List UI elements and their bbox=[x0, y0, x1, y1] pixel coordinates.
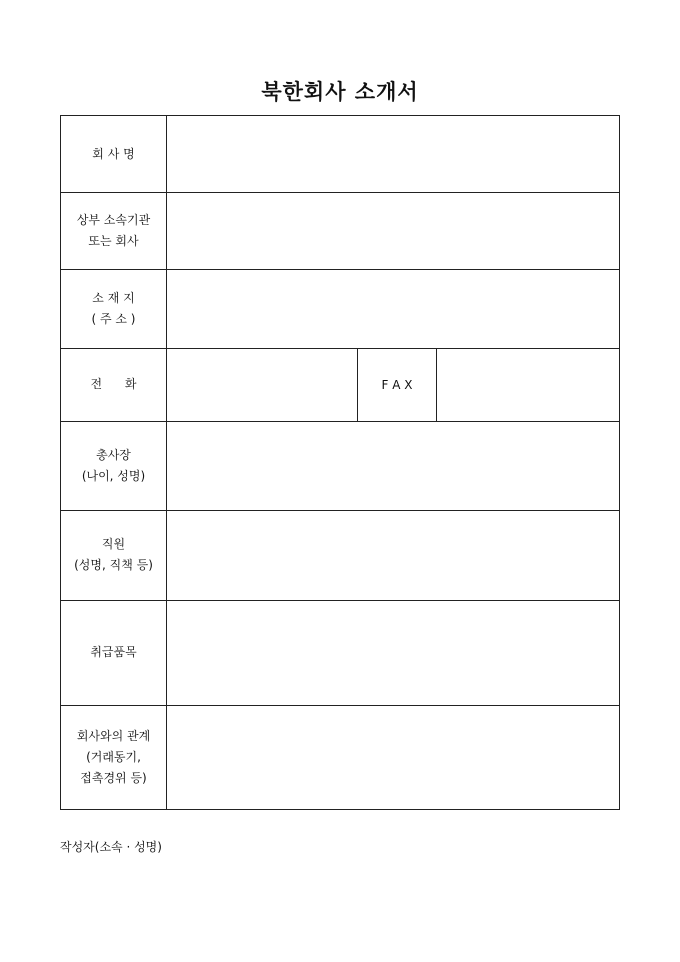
staff-label: 직원 (성명, 직책 등) bbox=[74, 537, 153, 572]
location-label: 소 재 지 ( 주 소 ) bbox=[91, 290, 136, 326]
parent-org-label: 상부 소속기관 또는 회사 bbox=[76, 212, 151, 248]
staff-field[interactable] bbox=[167, 510, 619, 600]
relation-label: 회사와의 관계 (거래동기, 접촉경위 등) bbox=[76, 728, 151, 785]
fax-label: F A X bbox=[381, 377, 413, 392]
phone-field[interactable] bbox=[167, 348, 357, 421]
president-field[interactable] bbox=[167, 421, 619, 510]
phone-label: 전 화 bbox=[90, 377, 137, 391]
relation-field[interactable] bbox=[167, 705, 619, 809]
document-title: 북한회사 소개서 bbox=[261, 79, 419, 104]
author-label: 작성자(소속 · 성명) bbox=[60, 840, 162, 854]
items-field[interactable] bbox=[167, 600, 619, 705]
company-name-label: 회 사 명 bbox=[92, 146, 135, 161]
company-form-table bbox=[60, 115, 620, 810]
president-label: 총사장 (나이, 성명) bbox=[81, 447, 146, 483]
parent-org-field[interactable] bbox=[167, 192, 619, 269]
fax-field[interactable] bbox=[437, 348, 619, 421]
items-label: 취급품목 bbox=[90, 645, 137, 659]
location-field[interactable] bbox=[167, 269, 619, 348]
company-name-field[interactable] bbox=[167, 116, 619, 192]
